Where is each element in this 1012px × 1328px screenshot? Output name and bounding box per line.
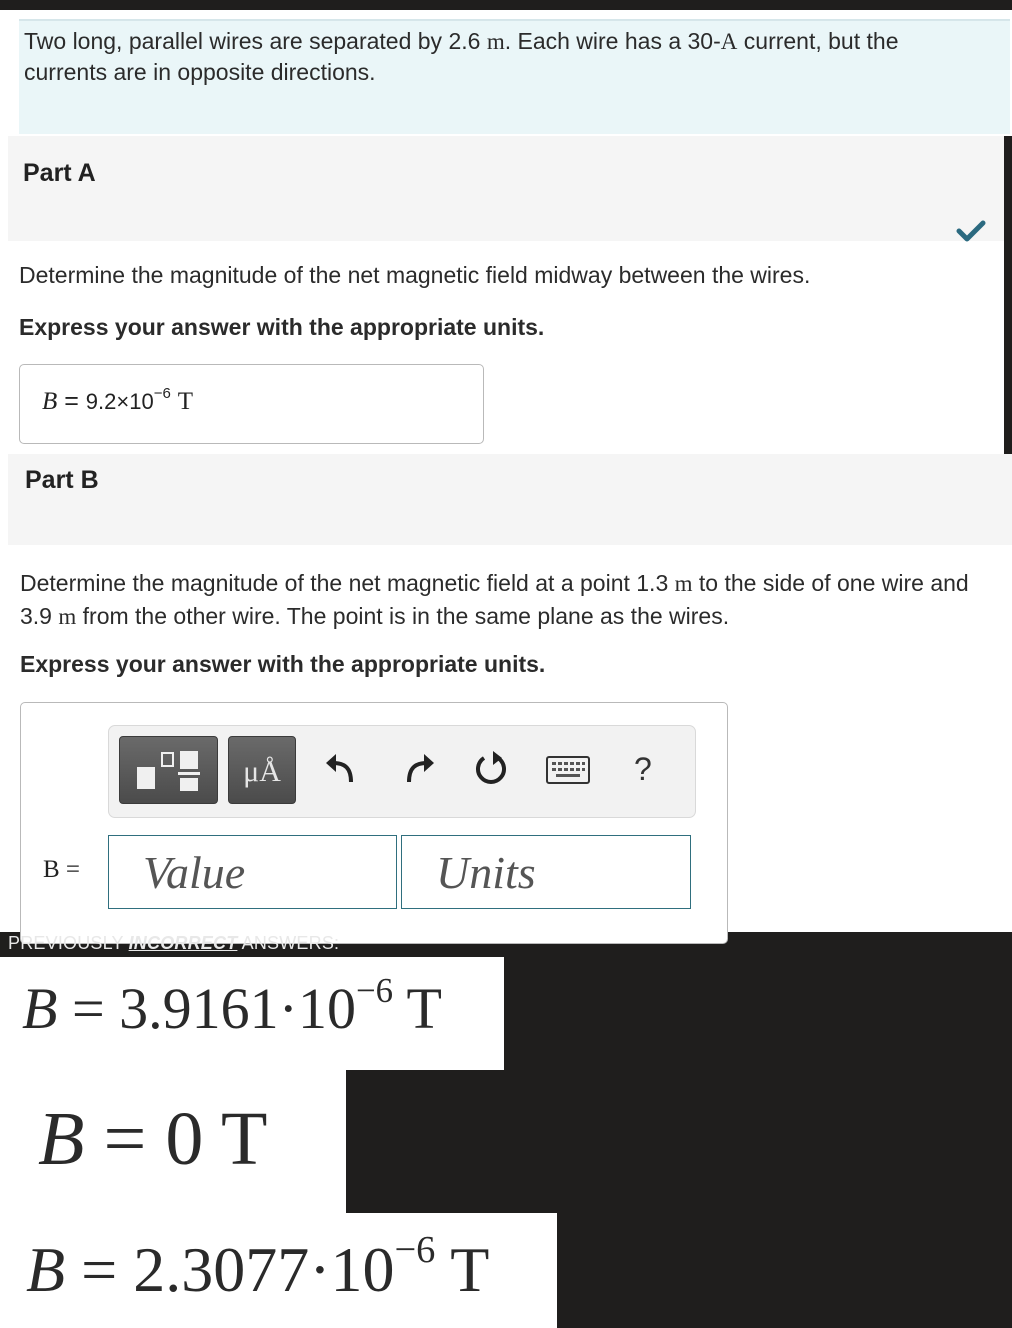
check-icon [956, 218, 986, 244]
part-a-answer-box [19, 364, 484, 444]
units-placeholder: Units [436, 847, 536, 898]
value-placeholder: Value [143, 847, 246, 898]
part-b-header[interactable] [8, 454, 1012, 545]
redo-icon[interactable] [399, 746, 439, 790]
reset-icon[interactable] [471, 746, 511, 790]
previous-answers-label: PREVIOUSLY INCORRECT ANSWERS: [8, 933, 340, 953]
units-icon: μÅ [243, 755, 281, 788]
part-b-title: Part B [25, 466, 99, 494]
previous-answer-3: $B = 2.3077\cdot 10^{-6}$ T [0, 1213, 557, 1328]
part-a-instruction: Express your answer with the appropriate units. [19, 314, 545, 340]
part-a-answer: $B = 9.2\times 10^{-6}$ T [42, 384, 194, 415]
templates-icon [120, 737, 217, 803]
part-a-question: Determine the magnitude of the net magnetic field midway between the wires. [19, 262, 811, 288]
math-toolbar [108, 725, 696, 818]
units-input[interactable] [401, 835, 691, 909]
value-input[interactable] [108, 835, 397, 909]
templates-button[interactable] [119, 736, 218, 804]
undo-icon[interactable] [321, 746, 361, 790]
part-b-instruction: Express your answer with the appropriate units. [20, 651, 546, 677]
help-icon[interactable]: ? [634, 751, 652, 787]
part-a-section [0, 136, 1006, 454]
part-b-question: Determine the magnitude of the net magnetic field at a point 1.3 m to the side of one wire and 3.9 m from the other wire. The point is in the same plane as the wires. [20, 570, 969, 629]
part-b-section [0, 454, 1012, 932]
previous-answer-1: $B = 3.9161\cdot 10^{-6}$ T [0, 957, 504, 1070]
keyboard-icon[interactable] [546, 756, 590, 784]
part-a-header[interactable] [8, 136, 1006, 241]
scroll-edge [1004, 136, 1012, 454]
previous-answer-2: B = 0 T [0, 1070, 346, 1213]
answer-editor [20, 702, 728, 944]
b-label: B = [43, 856, 81, 883]
units-button[interactable] [228, 736, 296, 804]
part-a-title: Part A [23, 159, 96, 187]
problem-text: Two long, parallel wires are separated by 2.6 m. Each wire has a 30-A current, but the currents are in opposite directions. [24, 28, 899, 85]
